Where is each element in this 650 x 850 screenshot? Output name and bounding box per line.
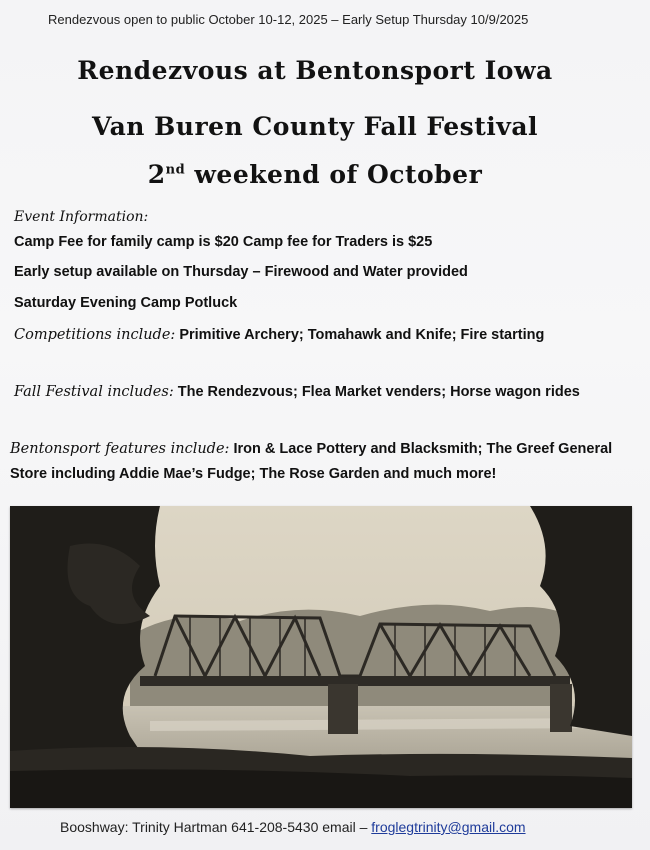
features-label: Bentonsport features include: — [10, 441, 230, 457]
title-line-1: Rendezvous at Bentonsport Iowa — [77, 56, 553, 85]
potluck-line: Saturday Evening Camp Potluck — [14, 295, 238, 311]
competitions-text: Primitive Archery; Tomahawk and Knife; Fire starting — [175, 327, 545, 343]
fall-festival-paragraph — [14, 380, 584, 405]
footer-contact — [60, 819, 526, 835]
competitions-paragraph — [14, 323, 574, 348]
bridge-photo-image — [10, 506, 632, 808]
event-info-heading: Event Information: — [14, 209, 149, 225]
top-note: Rendezvous open to public October 10-12, 2025 – Early Setup Thursday 10/9/2025 — [48, 12, 529, 27]
features-paragraph — [10, 437, 626, 487]
features-text: Iron & Lace Pottery and Blacksmith; The Greef General Store including Addie Mae’s Fudge; The Rose Garden and much more! — [10, 441, 613, 482]
fall-festival-text: The Rendezvous; Flea Market venders; Horse wagon rides — [173, 384, 580, 400]
footer-contact-text: Booshway: Trinity Hartman 641-208-5430 email – — [60, 819, 372, 835]
title-line-3: 2nd weekend of October — [147, 160, 483, 189]
email-link[interactable]: froglegtrinity@gmail.com — [371, 819, 526, 835]
camp-fee-line: Camp Fee for family camp is $20 Camp fee for Traders is $25 — [14, 234, 433, 250]
fall-festival-label: Fall Festival includes: — [14, 384, 174, 400]
competitions-label: Competitions include: — [14, 327, 176, 343]
bridge-photo — [10, 506, 632, 808]
title-line-2: Van Buren County Fall Festival — [91, 112, 539, 141]
setup-line: Early setup available on Thursday – Firewood and Water provided — [14, 264, 468, 280]
